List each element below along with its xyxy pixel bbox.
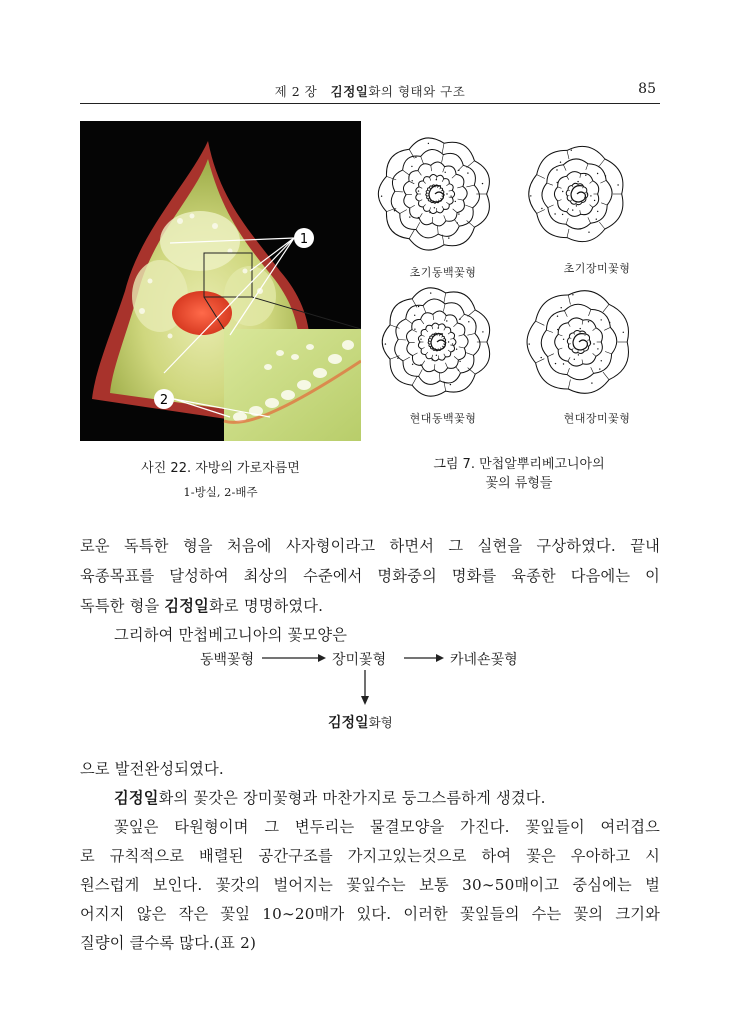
photo-caption (80, 457, 361, 500)
paragraph-line: 로 규칙적으로 배렬된 공간구조를 가지고있는것으로 하여 꽃은 우아하고 시 (80, 847, 660, 865)
text-run: 독특한 형을 (80, 597, 165, 615)
photo-label-1: 1 (299, 232, 309, 247)
chapter-title: 화의 형태와 구조 (368, 84, 466, 99)
running-head (80, 82, 660, 100)
flower-form-flow-diagram (200, 648, 540, 738)
paragraph-line: 으로 발전완성되였다. (80, 760, 224, 778)
photo-caption-sub: 1-방실, 2-배주 (183, 485, 258, 499)
flower-type-drawings (373, 132, 665, 436)
bold-name: 김정일 (328, 715, 369, 731)
photo-caption-title: 사진 22. 자방의 가로자름면 (141, 461, 300, 476)
flower-type-label: 초기동백꽃형 (409, 266, 477, 279)
flow-node-kimjongilia (328, 712, 393, 732)
modern-rose-flower-drawing (527, 291, 628, 394)
paragraph-line (114, 787, 660, 808)
paragraph-line: 어지지 않은 작은 꽃잎 10∼20매가 있다. 이러한 꽃잎들의 수는 꽃의 크기와 (80, 905, 660, 923)
early-camellia-flower-drawing (378, 138, 489, 250)
flow-node-camellia: 동백꽃형 (200, 652, 255, 668)
bold-name: 김정일 (114, 789, 159, 807)
text-run: 화로 명명하였다. (209, 597, 324, 615)
page-number: 85 (638, 81, 656, 97)
early-rose-flower-drawing (529, 146, 623, 241)
page-header (80, 82, 660, 104)
text-run: 화의 꽃갓은 장미꽃형과 마찬가지로 둥그스름하게 생겼다. (158, 789, 546, 807)
photo-label-2: 2 (159, 393, 169, 408)
figure-caption-line1: 그림 7. 만첩알뿌리베고니아의 (433, 457, 605, 472)
paragraph-line (80, 595, 660, 616)
paragraph-line: 질량이 클수록 많다.(표 2) (80, 934, 257, 952)
chapter-number: 제 2 장 (274, 84, 318, 99)
flow-node-rose: 장미꽃형 (332, 652, 387, 668)
paragraph-line: 육종목표를 달성하여 최상의 수준에서 명화중의 명화를 육종한 다음에는 이 (80, 567, 660, 585)
paragraph-line: 꽃잎은 타원형이며 그 변두리는 물결모양을 가진다. 꽃잎들이 여러겹으 (114, 818, 660, 836)
flower-type-label: 초기장미꽃형 (563, 262, 631, 275)
flower-type-label: 현대동백꽃형 (409, 412, 477, 425)
header-rule (80, 103, 660, 104)
paragraph-line: 그리하여 만첩베고니아의 꽃모양은 (114, 626, 348, 644)
paragraph-line: 로운 독특한 형을 처음에 사자형이라고 하면서 그 실현을 구상하였다. 끝내 (80, 537, 660, 555)
figure-caption (373, 455, 665, 493)
flower-type-label: 현대장미꽃형 (563, 412, 631, 425)
text-run: 화형 (368, 715, 393, 730)
figure-caption-line2: 꽃의 류형들 (485, 476, 553, 491)
chapter-name-bold: 김정일 (330, 84, 369, 99)
paragraph-line: 원스럽게 보인다. 꽃갓의 벌어지는 꽃잎수는 보통 30∼50매이고 중심에는 벌 (80, 876, 660, 894)
bold-name: 김정일 (164, 597, 210, 615)
ovary-cross-section-photo (80, 121, 361, 441)
flow-node-carnation: 카네숀꽃형 (450, 652, 518, 668)
modern-camellia-flower-drawing (382, 288, 489, 396)
